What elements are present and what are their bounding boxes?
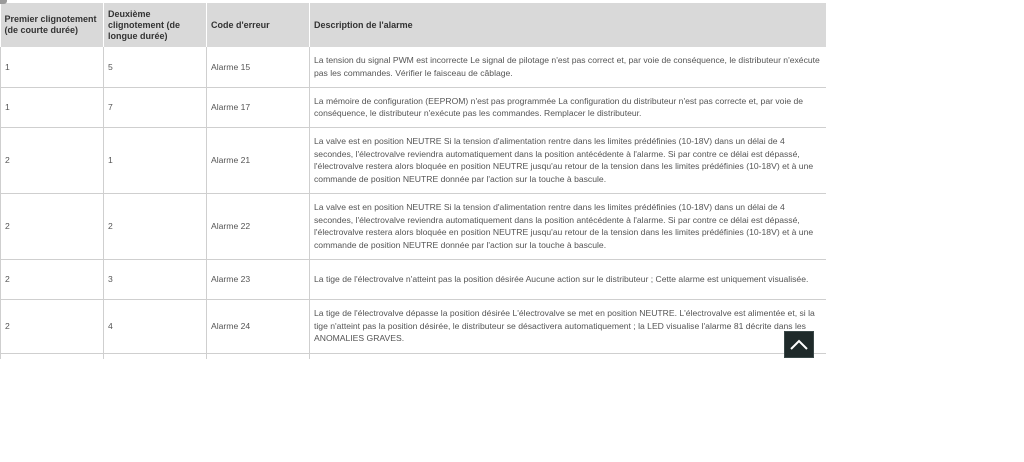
- cell-first-blink: 1: [1, 87, 104, 127]
- cell-second-blink: 7: [104, 87, 207, 127]
- cell-error-code: Alarme 22: [207, 193, 310, 259]
- cell-first-blink: 2: [1, 127, 104, 193]
- scroll-to-top-button[interactable]: [784, 331, 814, 358]
- cell-description: La tension du signal PWM est incorrecte Le signal de pilotage n'est pas correct et, par voie de conséquence, le distributeur n'exécute pas les commandes. Vérifier le faisceau de câblage.: [310, 47, 827, 87]
- table-row: [1, 299, 827, 353]
- table-row: [1, 47, 827, 87]
- cell-description: La mémoire de configuration (EEPROM) n'est pas programmée La configuration du distributeur n'est pas correcte et, par voie de conséquence, le distributeur n'exécute pas les commandes. Remplacer le distributeur.: [310, 87, 827, 127]
- cell-description: La valve est en position NEUTRE Si la tension d'alimentation rentre dans les limites prédéfinies (10-18V) dans un délai de 4 secondes, l'électrovalve reviendra automatiquement dans la position antécédente à l'alarme. Si par contre ce délai est dépassé, l'électrovalve restera alors bloquée en position NEUTRE jusqu'au retour de la tension dans les limites prédéfinies (10-18V) et à une commande de position NEUTRE donnée par l'action sur la touche à bascule.: [310, 127, 827, 193]
- cell-error-code: Alarme 21: [207, 127, 310, 193]
- cell-first-blink: 2: [1, 299, 104, 353]
- cell-second-blink: 5: [104, 47, 207, 87]
- cell-description: [310, 353, 827, 359]
- cell-first-blink: [1, 353, 104, 359]
- cell-description: La valve est en position NEUTRE Si la tension d'alimentation rentre dans les limites prédéfinies (10-18V) dans un délai de 4 secondes, l'électrovalve reviendra automatiquement dans la position antécédente à l'alarme. Si par contre ce délai est dépassé, l'électrovalve restera alors bloquée en position NEUTRE jusqu'au retour de la tension dans les limites prédéfinies (10-18V) et à une commande de position NEUTRE donnée par l'action sur la touche à bascule.: [310, 193, 827, 259]
- header-error-code: Code d'erreur: [207, 3, 310, 47]
- cell-second-blink: 4: [104, 299, 207, 353]
- cell-description: La tige de l'électrovalve dépasse la position désirée L'électrovalve se met en position NEUTRE. L'électrovalve est alimentée et, si la tige n'atteint pas la position désirée, le distributeur se désactivera automatiquement ; la LED visualise l'alarme 81 décrite dans les ANOMALIES GRAVES.: [310, 299, 827, 353]
- table-row: [1, 87, 827, 127]
- cell-error-code: Alarme 17: [207, 87, 310, 127]
- cell-second-blink: [104, 353, 207, 359]
- cell-first-blink: 2: [1, 259, 104, 299]
- table-row: [1, 193, 827, 259]
- cell-second-blink: 1: [104, 127, 207, 193]
- cell-error-code: Alarme 23: [207, 259, 310, 299]
- cell-error-code: [207, 353, 310, 359]
- cell-description: La tige de l'électrovalve n'atteint pas la position désirée Aucune action sur le distributeur ; Cette alarme est uniquement visualisée.: [310, 259, 827, 299]
- header-alarm-description: Description de l'alarme: [310, 3, 827, 47]
- cell-error-code: Alarme 24: [207, 299, 310, 353]
- table-header-row: [1, 3, 827, 47]
- cell-error-code: Alarme 15: [207, 47, 310, 87]
- table-row: [1, 353, 827, 359]
- header-first-blink: Premier clignotement (de courte durée): [1, 3, 104, 47]
- alarm-table: [0, 3, 826, 359]
- chevron-up-icon: [789, 339, 809, 351]
- cell-first-blink: 1: [1, 47, 104, 87]
- cell-first-blink: 2: [1, 193, 104, 259]
- cell-second-blink: 3: [104, 259, 207, 299]
- table-row: [1, 259, 827, 299]
- header-second-blink: Deuxième clignotement (de longue durée): [104, 3, 207, 47]
- table-row: [1, 127, 827, 193]
- cell-second-blink: 2: [104, 193, 207, 259]
